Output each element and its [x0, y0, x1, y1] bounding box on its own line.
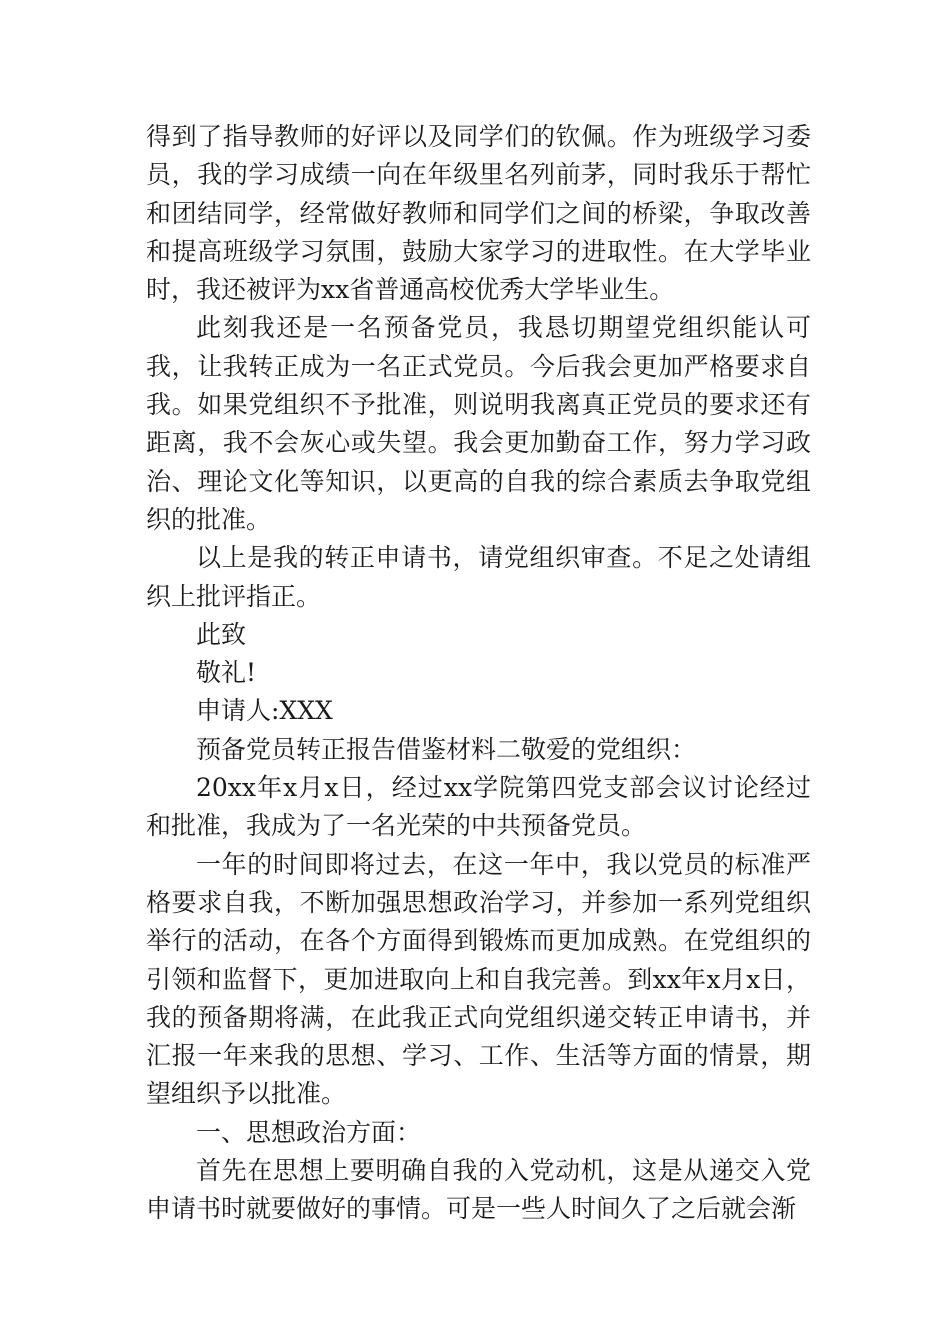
paragraph-1: 得到了指导教师的好评以及同学们的钦佩。作为班级学习委员，我的学习成绩一向在年级里名列前茅，同时我乐于帮忙和团结同学，经常做好教师和同学们之间的桥梁，争取改善和提高班级学习氛围，鼓励大家学习的进取性。在大学毕业时，我还被评为xx省普通高校优秀大学毕业生。	[146, 122, 811, 305]
paragraph-3: 以上是我的转正申请书，请党组织审查。不足之处请组织上批评指正。	[146, 543, 811, 611]
document-page	[146, 118, 811, 1229]
paragraph-2: 此刻我还是一名预备党员，我恳切期望党组织能认可我，让我转正成为一名正式党员。今后我会更加严格要求自我。如果党组织不予批准，则说明我离真正党员的要求还有距离，我不会灰心或失望。我会更加勤奋工作，努力学习政治、理论文化等知识，以更高的自我的综合素质去争取党组织的批准。	[146, 313, 811, 534]
section-heading: 预备党员转正报告借鉴材料二敬爱的党组织：	[196, 734, 697, 764]
paragraph-motivation: 首先在思想上要明确自我的入党动机，这是从递交入党申请书时就要做好的事情。可是一些人时间久了之后就会渐	[146, 1156, 811, 1224]
paragraph-date: 20xx年x月x日，经过xx学院第四党支部会议讨论经过和批准，我成为了一名光荣的中共预备党员。	[146, 773, 811, 841]
subsection-heading: 一、思想政治方面：	[196, 1117, 422, 1147]
closing-salutation: 此致	[196, 619, 247, 649]
paragraph-year-summary: 一年的时间即将过去，在这一年中，我以党员的标准严格要求自我，不断加强思想政治学习，并参加一系列党组织举行的活动，在各个方面得到锻炼而更加成熟。在党组织的引领和监督下，更加进取向上和自我完善。到xx年x月x日，我的预备期将满，在此我正式向党组织递交转正申请书，并汇报一年来我的思想、学习、工作、生活等方面的情景，期望组织予以批准。	[146, 849, 811, 1109]
applicant-signature: 申请人:XXX	[196, 696, 333, 726]
closing-respect: 敬礼!	[196, 658, 257, 688]
